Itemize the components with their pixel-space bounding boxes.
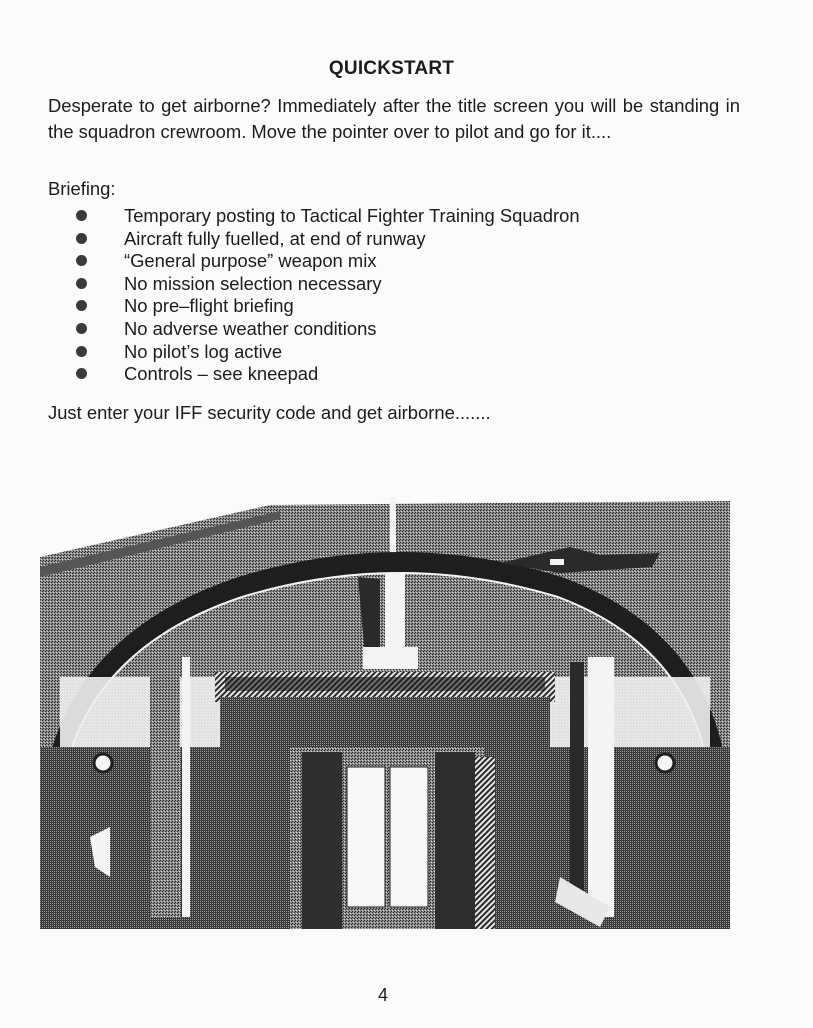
page-title: QUICKSTART: [328, 58, 455, 79]
bullet-icon: [76, 323, 87, 334]
cockpit-illustration: [40, 497, 730, 929]
intro-paragraph: Desperate to get airborne? Immediately after the title screen you will be standing in the squadron crewroom. Move the pointer over to pilot and go for it....: [48, 95, 740, 142]
closing-line: Just enter your IFF security code and get airborne.......: [48, 402, 491, 423]
bullet-icon: [76, 255, 87, 266]
bullet-icon: [76, 233, 87, 244]
bullet-icon: [76, 300, 87, 311]
bullet-icon: [76, 368, 87, 379]
briefing-heading: Briefing:: [48, 178, 116, 199]
bullet-icon: [76, 210, 87, 221]
bullet-icon: [76, 278, 87, 289]
bullet-icon: [76, 346, 87, 357]
page-number: 4: [377, 985, 388, 1005]
